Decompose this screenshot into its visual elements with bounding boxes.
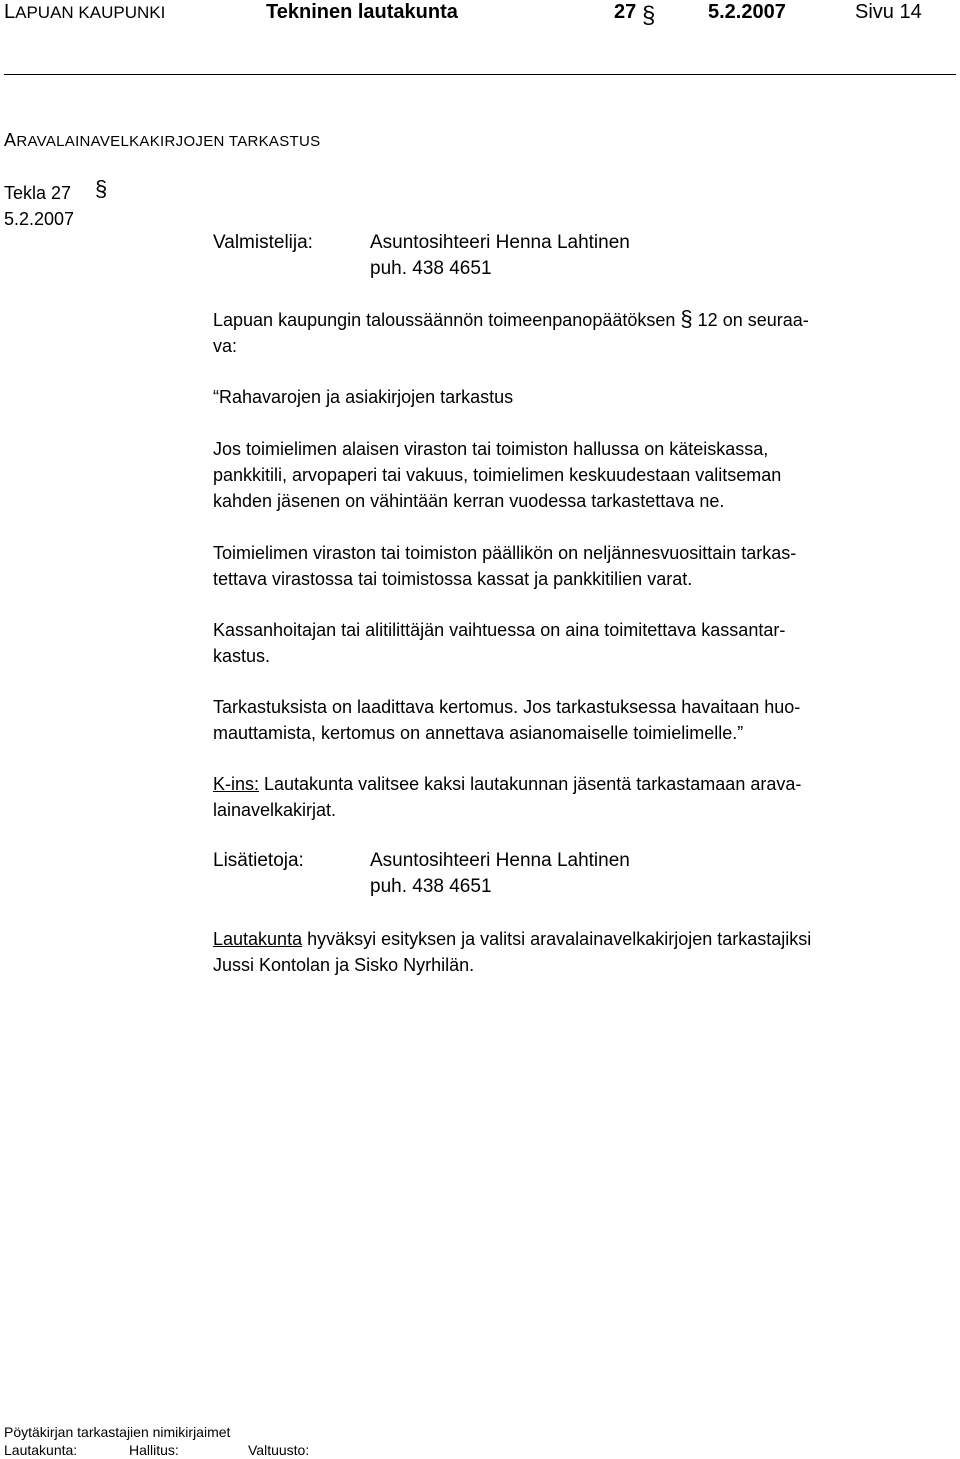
text-line: pankkitili, arvopaperi tai vakuus, toimielimen keskuudestaan valitseman (213, 465, 782, 485)
section-title: ARAVALAINAVELKAKIRJOJEN TARKASTUS (4, 130, 321, 150)
proposal-paragraph (213, 771, 953, 823)
text-line: kastus. (213, 646, 271, 666)
quote-paragraph-1 (213, 436, 953, 514)
footer-title: Pöytäkirjan tarkastajien nimikirjaimet (4, 1424, 231, 1440)
text-line: Jos toimielimen alaisen viraston tai toimiston hallussa on käteiskassa, (213, 439, 769, 459)
text-line: kahden jäsenen on vähintään kerran vuodessa tarkastettava ne. (213, 491, 725, 511)
preparer-phone: puh. 438 4651 (370, 258, 492, 279)
decision-label: Lautakunta (213, 929, 303, 949)
preparer-name: Asuntosihteeri Henna Lahtinen (370, 232, 630, 253)
section-date: 5.2.2007 (4, 209, 75, 229)
info-name: Asuntosihteeri Henna Lahtinen (370, 850, 630, 871)
footer-lautakunta: Lautakunta: (4, 1442, 78, 1458)
quote-paragraph-3 (213, 617, 953, 669)
text-line: Tarkastuksista on laadittava kertomus. Jos tarkastuksessa havaitaan huo- (213, 697, 801, 717)
header-number: 27 (614, 1, 637, 23)
header-board: Tekninen lautakunta (266, 1, 458, 23)
section-reference: Tekla 27 (4, 183, 72, 203)
intro-text: Lapuan kaupungin taloussäännön toimeenpanopäätöksen (213, 310, 676, 330)
header-date: 5.2.2007 (708, 1, 786, 23)
intro-text-line2: va: (213, 336, 238, 356)
decision-paragraph (213, 926, 953, 978)
header-divider (4, 74, 956, 75)
intro-paragraph (213, 306, 953, 359)
paragraph-sign-icon: § (680, 306, 693, 331)
info-label: Lisätietoja: (213, 850, 304, 871)
text-line: Kassanhoitajan tai alitilittäjän vaihtuessa on aina toimitettava kassantar- (213, 620, 786, 640)
quote-paragraph-4 (213, 694, 953, 746)
text-line: Toimielimen viraston tai toimiston päällikön on neljännesvuosittain tarkas- (213, 543, 797, 563)
text-line: lainavelkakirjat. (213, 800, 337, 820)
footer-hallitus: Hallitus: (129, 1442, 179, 1458)
info-phone: puh. 438 4651 (370, 876, 492, 897)
text-line: mauttamista, kertomus on annettava asianomaiselle toimielimelle.” (213, 723, 744, 743)
text-line: tettava virastossa tai toimistossa kassat ja pankkitilien varat. (213, 569, 693, 589)
intro-text-end: 12 on seuraa- (697, 310, 809, 330)
quote-paragraph-2 (213, 540, 953, 592)
paragraph-sign-icon: § (95, 176, 108, 201)
text-line: Jussi Kontolan ja Sisko Nyrhilän. (213, 955, 475, 975)
header-page-number: Sivu 14 (855, 1, 922, 23)
proposal-label: K-ins: (213, 774, 260, 794)
quote-heading: “Rahavarojen ja asiakirjojen tarkastus (213, 387, 514, 407)
text-line: hyväksyi esityksen ja valitsi aravalainavelkakirjojen tarkastajiksi (302, 929, 812, 949)
header-organization: LAPUAN KAUPUNKI (4, 1, 166, 23)
text-line: Lautakunta valitsee kaksi lautakunnan jäsentä tarkastamaan arava- (259, 774, 802, 794)
footer-valtuusto: Valtuusto: (248, 1442, 310, 1458)
paragraph-sign-icon: § (642, 2, 656, 29)
preparer-label: Valmistelija: (213, 232, 313, 253)
